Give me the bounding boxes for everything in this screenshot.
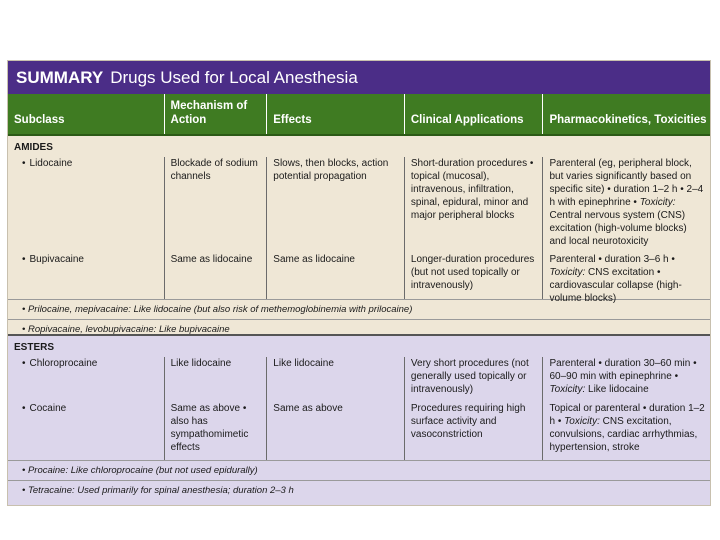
cell-applications: Short-duration procedures • topical (mucosal), intravenous, infiltration, spinal, epidural, minor and major peripheral blocks: [404, 157, 543, 253]
esters-section: [8, 336, 710, 506]
header-pharmacokinetics: Pharmacokinetics, Toxicities: [542, 94, 710, 134]
note-line: • Tetracaine: Used primarily for spinal anesthesia; duration 2–3 h: [8, 480, 710, 500]
header-effects: Effects: [266, 94, 404, 134]
pk-text: Central nervous system (CNS) excitation (high-volume blocks) and local neurotoxicity: [549, 210, 687, 247]
note-line: • Ropivacaine, levobupivacaine: Like bupivacaine: [8, 319, 710, 339]
cell-effects: Like lidocaine: [266, 357, 404, 402]
pk-text: Parenteral • duration 30–60 min • 60–90 min with epinephrine •: [549, 358, 697, 382]
cell-effects: Same as above: [266, 402, 404, 460]
cell-mechanism: Like lidocaine: [164, 357, 267, 402]
column-header-row: [8, 94, 710, 136]
toxicity-label: Toxicity:: [549, 267, 586, 278]
cell-effects: Same as lidocaine: [266, 253, 404, 299]
bullet: •: [22, 254, 26, 265]
pk-text: Parenteral (eg, peripheral block, but varies significantly based on specific site) • duration 1–2 h • 2–4 h with epinephrine •: [549, 158, 704, 208]
pk-text: Topical or parenteral • duration 1–2 h •: [549, 403, 705, 427]
cell-applications: Procedures requiring high surface activity and vasoconstriction: [404, 402, 543, 460]
cell-subclass: [8, 253, 164, 299]
note-line: • Procaine: Like chloroprocaine (but not used epidurally): [8, 460, 710, 480]
cell-subclass: [8, 357, 164, 402]
cell-applications: Longer-duration procedures (but not used topically or intravenously): [404, 253, 543, 299]
section-label-amides: AMIDES: [14, 142, 53, 153]
note-line: • Prilocaine, mepivacaine: Like lidocaine (but also risk of methemoglobinemia with prilocaine): [8, 299, 710, 319]
cell-mechanism: Same as lidocaine: [164, 253, 267, 299]
cell-effects: Slows, then blocks, action potential propagation: [266, 157, 404, 253]
cell-pharmacokinetics: [542, 402, 710, 460]
cell-mechanism: Same as above • also has sympathomimetic effects: [164, 402, 267, 460]
subclass-name: Bupivacaine: [29, 254, 84, 265]
toxicity-label: Toxicity:: [639, 197, 676, 208]
header-clinical-applications: Clinical Applications: [404, 94, 543, 134]
cell-applications: Very short procedures (not generally used topically or intravenously): [404, 357, 543, 402]
subclass-name: Lidocaine: [29, 158, 73, 169]
pk-text: CNS excitation, convulsions, cardiac arrhythmias, hypertension, stroke: [549, 416, 698, 453]
summary-table: [7, 60, 711, 506]
table-title: [8, 61, 710, 94]
pk-text: CNS excitation • cardiovascular collapse (high-volume blocks): [549, 267, 682, 304]
table-row: [8, 357, 710, 402]
header-subclass: Subclass: [14, 114, 65, 126]
pk-text: Parenteral • duration 3–6 h •: [549, 254, 675, 265]
cell-pharmacokinetics: [542, 157, 710, 253]
bullet: •: [22, 158, 26, 169]
cell-subclass: [8, 402, 164, 460]
bullet: •: [22, 358, 26, 369]
cell-mechanism: Blockade of sodium channels: [164, 157, 267, 253]
title-text: Drugs Used for Local Anesthesia: [110, 67, 358, 87]
subclass-name: Chloroprocaine: [29, 358, 98, 369]
amides-section: [8, 136, 710, 336]
header-mechanism: Mechanism of Action: [164, 94, 267, 134]
toxicity-label: Toxicity:: [564, 416, 600, 427]
cell-pharmacokinetics: [542, 253, 710, 304]
section-label-esters: ESTERS: [14, 342, 55, 353]
toxicity-label: Toxicity:: [549, 384, 586, 395]
cell-subclass: [8, 157, 164, 253]
table-row: [8, 402, 710, 460]
cell-pharmacokinetics: [542, 357, 710, 402]
bullet: •: [22, 403, 26, 414]
table-row: [8, 253, 710, 304]
title-keyword: SUMMARY: [16, 67, 104, 87]
subclass-name: Cocaine: [29, 403, 67, 414]
table-row: [8, 157, 710, 253]
pk-text: Like lidocaine: [585, 384, 649, 395]
